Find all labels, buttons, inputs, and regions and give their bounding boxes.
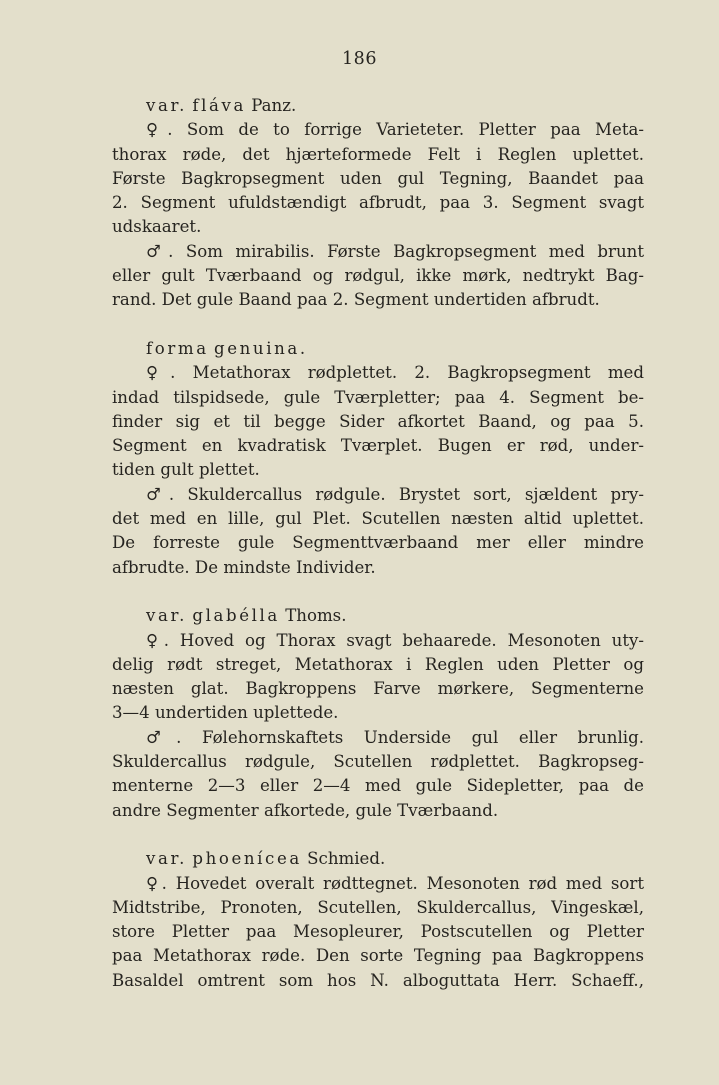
text-line: delig rødt streget, Metathorax i Reglen uden Pletter og bbox=[112, 654, 644, 674]
text-line: Midtstribe, Pronoten, Scutellen, Skuldercallus, Vingeskæl, bbox=[112, 897, 644, 917]
text-line: indad tilspidsede, gule Tværpletter; paa 4. Segment be- bbox=[112, 387, 644, 407]
text-line: ♂. Følehornskaftets Underside gul eller brunlig. bbox=[146, 727, 644, 747]
text-line: store Pletter paa Mesopleurer, Postscutellen og Pletter bbox=[112, 922, 644, 942]
text-line: afbrudte. De mindste Individer. bbox=[112, 557, 376, 577]
heading-author: Panz. bbox=[251, 96, 297, 115]
text-line: udskaaret. bbox=[112, 217, 202, 237]
text-line: ♀. Som de to forrige Varieteter. Pletter paa Meta- bbox=[146, 120, 644, 140]
heading-author: Schmied. bbox=[307, 849, 386, 869]
text-line: ♀. Metathorax rødplettet. 2. Bagkropsegment med bbox=[146, 363, 644, 383]
text-line: andre Segmenter afkortede, gule Tværbaand. bbox=[112, 800, 499, 820]
heading-taxon-name: phoenícea bbox=[192, 849, 302, 869]
heading-author: Thoms. bbox=[285, 606, 347, 626]
text-block bbox=[112, 94, 644, 993]
text-line: Første Bagkropsegment uden gul Tegning, Baandet paa bbox=[112, 168, 644, 188]
text-line: paa Metathorax røde. Den sorte Tegning paa Bagkroppens bbox=[112, 946, 644, 966]
text-line: eller gult Tværbaand og rødgul, ikke mørk, nedtrykt Bag- bbox=[112, 266, 644, 286]
text-line: ♂. Som mirabilis. Første Bagkropsegment med brunt bbox=[146, 241, 644, 261]
text-line: rand. Det gule Baand paa 2. Segment undertiden afbrudt. bbox=[112, 290, 600, 310]
heading-taxon-name: fláva bbox=[192, 96, 246, 115]
text-line: ♀. Hoved og Thorax svagt behaarede. Mesonoten uty- bbox=[146, 630, 644, 650]
text-line: Skuldercallus rødgule, Scutellen rødplettet. Bagkropseg- bbox=[112, 752, 644, 772]
heading-taxon-name: glabélla bbox=[192, 606, 280, 626]
text-line: 3—4 undertiden uplettede. bbox=[112, 703, 339, 723]
heading-prefix: var. bbox=[146, 96, 188, 115]
text-line: ♀. Hovedet overalt rødttegnet. Mesonoten rød med sort bbox=[146, 873, 644, 893]
text-line: De forreste gule Segmenttværbaand mer eller mindre bbox=[112, 533, 644, 553]
section-heading-phoenicea bbox=[112, 847, 644, 871]
heading-taxon-name: genuina. bbox=[213, 338, 308, 358]
section-gap bbox=[112, 313, 644, 337]
section-heading-genuina bbox=[112, 337, 644, 361]
text-line: 2. Segment ufuldstændigt afbrudt, paa 3. Segment svagt bbox=[112, 193, 644, 213]
text-line: Segment en kvadratisk Tværplet. Bugen er rød, under- bbox=[112, 436, 644, 456]
text-line: næsten glat. Bagkroppens Farve mørkere, Segmenterne bbox=[112, 679, 644, 699]
text-line: menterne 2—3 eller 2—4 med gule Sidepletter, paa de bbox=[112, 776, 644, 796]
text-line: det med en lille, gul Plet. Scutellen næsten altid uplettet. bbox=[112, 509, 644, 529]
text-line: Basaldel omtrent som hos N. alboguttata Herr. Schaeff., bbox=[112, 970, 644, 990]
heading-prefix: var. bbox=[146, 606, 188, 626]
section-gap bbox=[112, 823, 644, 847]
section-heading-flava bbox=[112, 94, 644, 118]
section-gap bbox=[112, 580, 644, 604]
page-number: 186 bbox=[342, 49, 377, 69]
text-line: tiden gult plettet. bbox=[112, 460, 260, 480]
section-heading-glabella bbox=[112, 604, 644, 628]
text-line: finder sig et til begge Sider afkortet Baand, og paa 5. bbox=[112, 411, 644, 431]
text-line: ♂. Skuldercallus rødgule. Brystet sort, sjældent pry- bbox=[146, 484, 644, 504]
heading-prefix: forma bbox=[146, 338, 209, 358]
heading-prefix: var. bbox=[146, 849, 188, 869]
text-line: thorax røde, det hjærteformede Felt i Reglen uplettet. bbox=[112, 144, 644, 164]
